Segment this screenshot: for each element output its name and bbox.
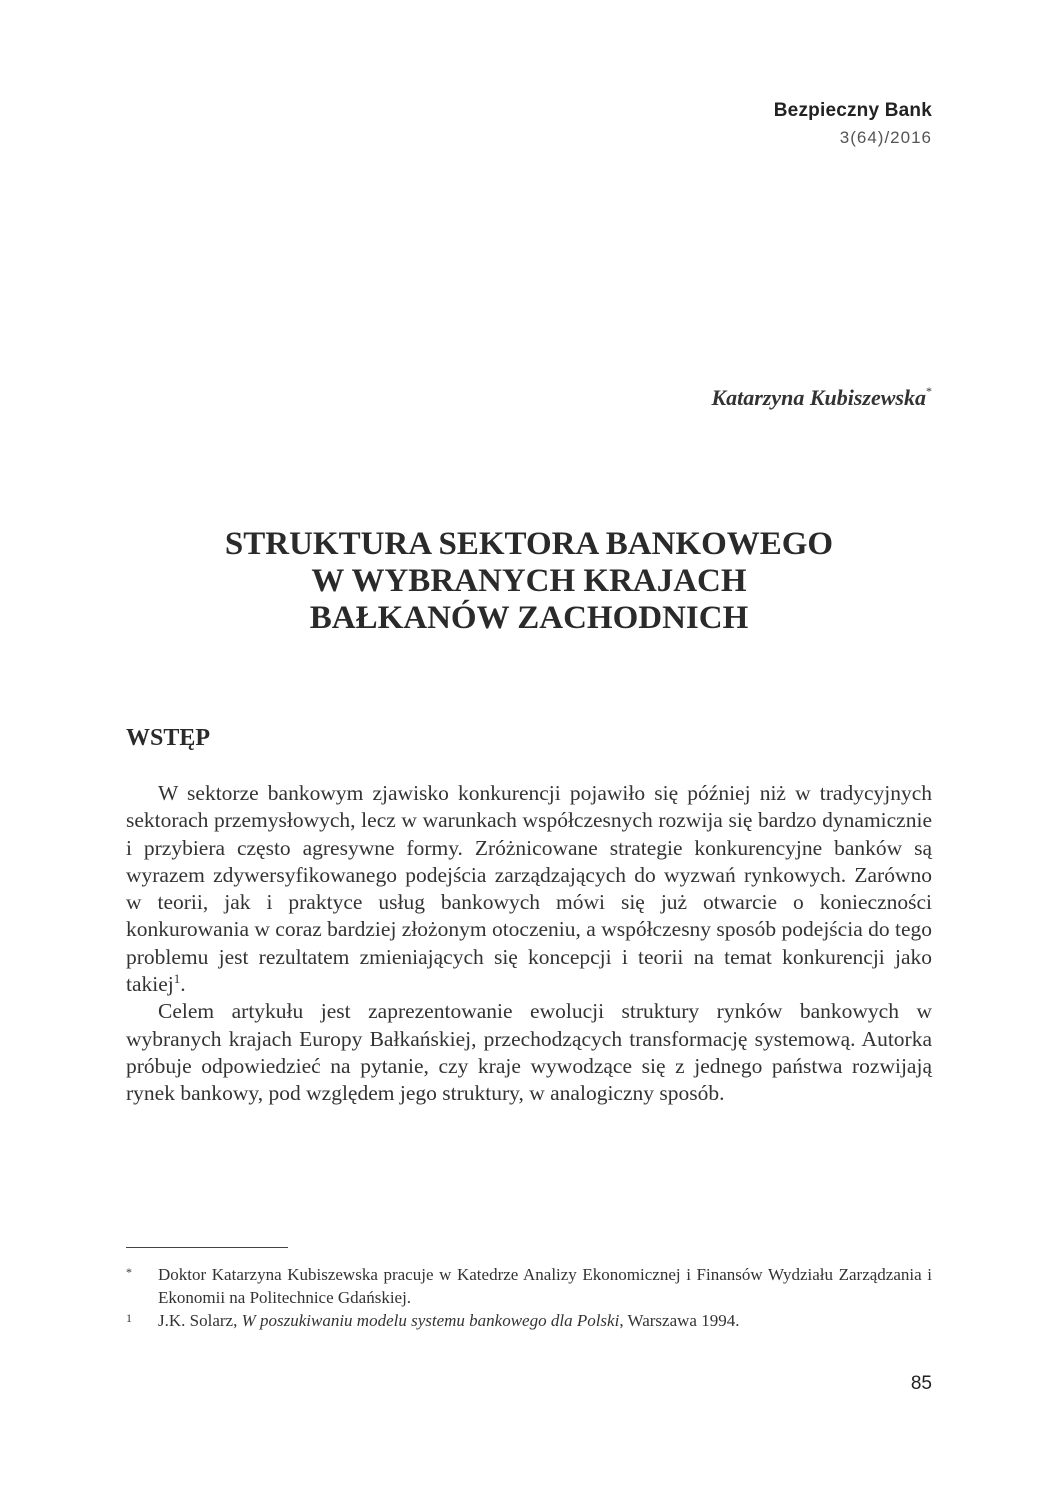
footnotes (126, 1263, 932, 1332)
author-footnote-marker: * (926, 384, 932, 398)
section-heading: WSTĘP (126, 725, 211, 751)
journal-issue: 3(64)/2016 (839, 128, 932, 147)
footnote-1 (126, 1309, 932, 1332)
paragraph-1 (126, 780, 932, 998)
journal-name: Bezpieczny Bank (773, 100, 932, 121)
title-line-3: BAŁKANÓW ZACHODNICH (309, 600, 749, 636)
page-number: 85 (910, 1373, 932, 1394)
footnote-suffix: , Warszawa 1994. (619, 1311, 740, 1330)
author-name: Katarzyna Kubiszewska (711, 385, 926, 410)
paragraph-2: Celem artykułu jest zaprezentowanie ewolucji struktury rynków bankowych w wybranych krajach Europy Bałkańskiej, przechodzących transformację systemową. Autorka próbuje odpowiedzieć na pytanie, czy kraje wywodzące się z jednego państwa rozwijają rynek bankowy, pod względem jego struktury, w analogiczny sposób. (126, 999, 932, 1106)
footnote-text: Doktor Katarzyna Kubiszewska pracuje w Katedrze Analizy Ekonomicznej i Finansów Wydziału Zarządzania i Ekonomii na Politechnice Gdańskiej. (158, 1265, 932, 1307)
body-text (126, 780, 932, 1108)
footnote-divider (126, 1247, 288, 1248)
journal-header (774, 100, 932, 148)
article-title (126, 526, 932, 637)
footnote-marker: * (126, 1265, 132, 1279)
footnote-prefix: J.K. Solarz, (158, 1311, 242, 1330)
footnote-ref-1: 1 (173, 971, 181, 987)
footnote-author (126, 1263, 932, 1309)
title-line-1: STRUKTURA SEKTORA BANKOWEGO (224, 526, 834, 562)
paragraph-1-end: . (180, 972, 186, 997)
footnote-book-title: W poszukiwaniu modelu systemu bankowego dla Polski (241, 1311, 620, 1330)
footnote-marker: 1 (126, 1311, 132, 1325)
author-line (711, 384, 932, 411)
title-line-2: W WYBRANYCH KRAJACH (311, 563, 747, 599)
paragraph-1-text: W sektorze bankowym zjawisko konkurencji pojawiło się później niż w tradycyjnych sektorach przemysłowych, lecz w warunkach współczesnych rozwija się bardzo dynamicznie i przybiera często agresywne formy. Zróżnicowane strategie konkurencyjne banków są wyrazem zdywersyfikowanego podejścia zarządzających do wyzwań rynkowych. Zarówno w teorii, jak i praktyce usług bankowych mówi się już otwarcie o konieczności konkurowania w coraz bardziej złożonym otoczeniu, a współczesny sposób podejścia do tego problemu jest rezultatem zmieniających się koncepcji i teorii na temat konkurencji jako takiej (126, 781, 932, 997)
